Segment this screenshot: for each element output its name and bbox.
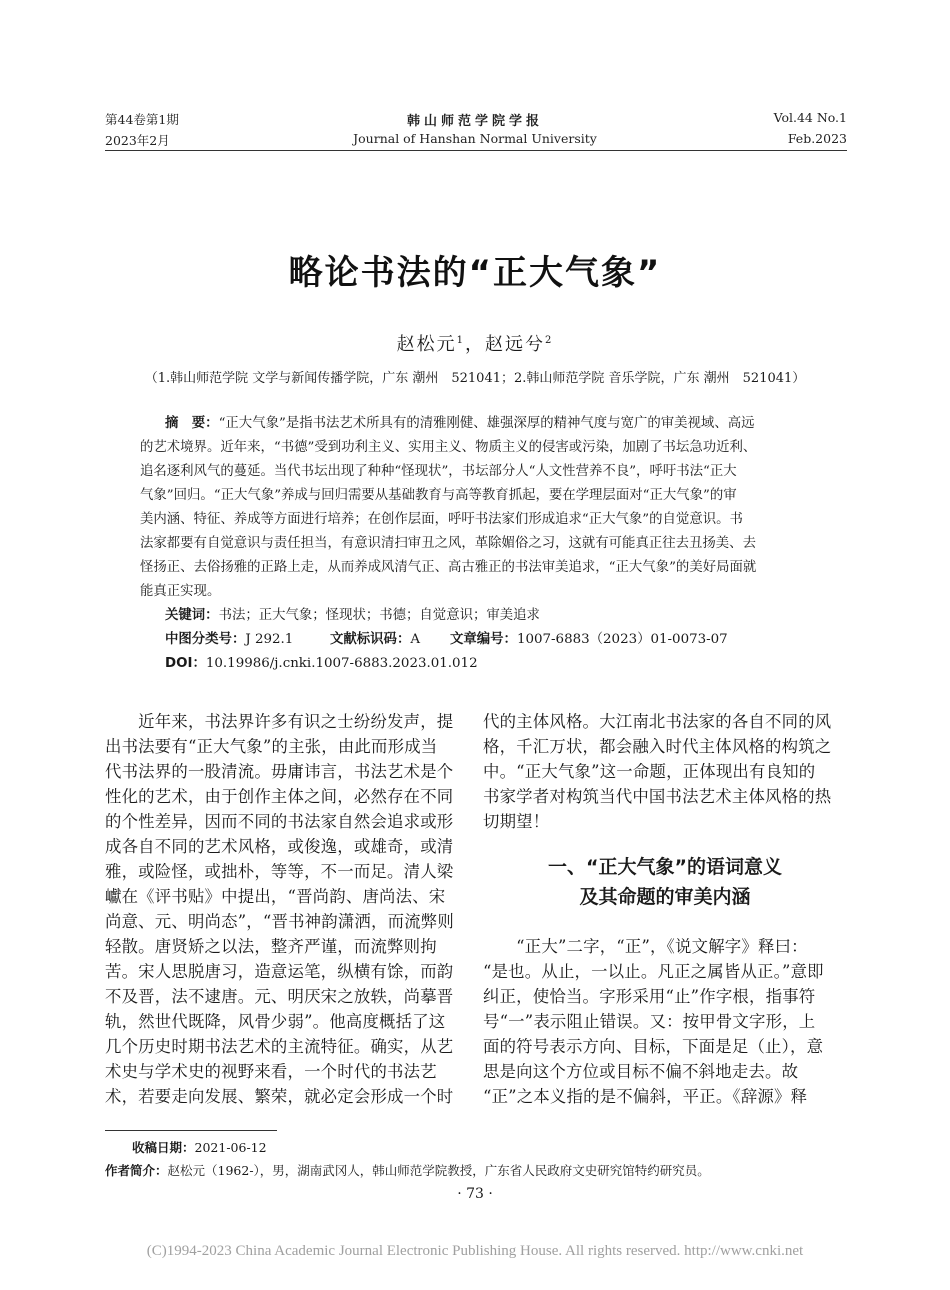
body-line: “正”之本义指的是不偏斜，平正。《辞源》释	[483, 1087, 808, 1106]
keywords	[165, 604, 540, 623]
abstract-line: 怪扬正、去俗扬雅的正路上走，从而养成风清气正、高古雅正的书法审美追求，“正大气象”的美好局面就	[140, 560, 757, 575]
journal-title-en: Journal of Hanshan Normal University	[353, 131, 597, 146]
page-number: · 73 ·	[457, 1186, 493, 1202]
section-heading-line-1: 一、“正大气象”的语词意义	[548, 856, 782, 878]
body-line: 苦。宋人思脱唐习，造意运笔，纵横有馀，而韵	[105, 962, 454, 981]
keywords-label: 关键词：	[165, 608, 219, 623]
author-1-affil: 1	[456, 335, 465, 346]
body-line: “正大”二字，“正”，《说文解字》释曰：	[483, 937, 808, 956]
body-line: 轨，然世代既降，风骨少弱”。他高度概括了这	[105, 1012, 446, 1031]
body-line: 术，若要走向发展、繁荣，就必定会形成一个时	[105, 1087, 454, 1106]
volume-issue: 第44卷第1期	[105, 112, 179, 127]
abstract-line: 的艺术境界。近年来，“书德”受到功利主义、实用主义、物质主义的侵害或污染，加剧了书坛急功近利、	[140, 440, 757, 455]
received-date	[132, 1138, 267, 1156]
body-line: 尚意、元、明尚态”，“晋书神韵潇洒，而流弊则	[105, 912, 454, 931]
body-line: 不及晋，法不逮唐。元、明厌宋之放轶，尚摹晋	[105, 987, 454, 1006]
abstract-line: 能真正实现。	[140, 584, 221, 599]
abstract-line: 法家都要有自觉意识与责任担当，有意识清扫审丑之风，革除媚俗之习，这就有可能真正往去丑扬美、去	[140, 536, 756, 551]
keywords-value: 书法；正大气象；怪现状；书德；自觉意识；审美追求	[218, 608, 540, 623]
volume-en: Vol.44 No.1	[773, 110, 847, 125]
abstract-line: 美内涵、特征、养成等方面进行培养；在创作层面，呼吁书法家们形成追求“正大气象”的自觉意识。书	[140, 512, 743, 527]
body-line: 雅，或险怪，或拙朴，等等，不一而足。清人梁	[105, 862, 454, 881]
journal-title-cn: 韩山师范学院学报	[406, 114, 543, 129]
affiliation: （1.韩山师范学院 文学与新闻传播学院，广东 潮州 521041；2.韩山师范学院 音乐学院，广东 潮州 521041）	[144, 371, 806, 386]
abstract-line-1: 摘 要：“正大气象”是指书法艺术所具有的清雅刚健、雄强深厚的精神气度与宽广的审美视域、高远	[165, 416, 755, 431]
date-en: Feb.2023	[787, 131, 847, 146]
footnote-rule	[105, 1130, 277, 1131]
body-line: 近年来，书法界许多有识之士纷纷发声，提	[105, 712, 454, 731]
issue-date: 2023年2月	[105, 133, 170, 148]
article-number: 文章编号：1007-6883（2023）01-0073-07	[450, 632, 728, 647]
body-line: “是也。从止，一以止。凡正之属皆从正。”意即	[483, 962, 824, 981]
section-heading-line-2: 及其命题的审美内涵	[579, 886, 751, 908]
body-line: 的个性差异，因而不同的书法家自然会追求或形	[105, 812, 454, 831]
abstract-line: 追名逐利风气的蔓延。当代书坛出现了种种“怪现状”，书坛部分人“人文性营养不良”，呼吁书法“正大	[140, 464, 737, 479]
body-line: 号“一”表示阻止错误。又：按甲骨文字形，上	[483, 1012, 816, 1031]
body-line: 巘在《评书贴》中提出，“晋尚韵、唐尚法、宋	[105, 887, 446, 906]
body-line: 代的主体风格。大江南北书法家的各自不同的风	[483, 712, 832, 731]
cnki-watermark: (C)1994-2023 China Academic Journal Electronic Publishing House. All rights reserved. http://www.cnki.net	[146, 1243, 804, 1259]
body-line: 中。“正大气象”这一命题，正体现出有良知的	[483, 762, 816, 781]
abstract-label: 摘 要：	[165, 416, 219, 431]
body-line: 几个历史时期书法艺术的主流特征。确实，从艺	[105, 1037, 454, 1056]
author-bio	[105, 1161, 710, 1179]
author-separator: ，	[465, 334, 485, 355]
body-line: 性化的艺术，由于创作主体之间，必然存在不同	[105, 787, 454, 806]
header-rule	[105, 150, 847, 151]
body-line: 轻散。唐贤矫之以法，整齐严谨，而流弊则拘	[105, 937, 437, 956]
author-2: 赵远兮	[485, 334, 545, 355]
body-line: 切期望！	[483, 812, 550, 831]
body-line: 思是向这个方位或目标不偏不斜地走去。故	[483, 1062, 799, 1081]
body-line: 术史与学术史的视野来看，一个时代的书法艺	[105, 1062, 437, 1081]
body-line: 格，千汇万状，都会融入时代主体风格的构筑之	[483, 737, 832, 756]
body-line: 面的符号表示方向、目标，下面是足（止），意	[483, 1037, 824, 1056]
author-2-affil: 2	[545, 335, 554, 346]
author-1: 赵松元	[396, 334, 457, 355]
bio-label: 作者简介：	[105, 1163, 168, 1178]
received-label: 收稿日期：	[132, 1140, 195, 1155]
body-line: 出书法要有“正大气象”的主张，由此而形成当	[105, 737, 438, 756]
body-line: 纠正，使恰当。字形采用“止”作字根，指事符	[483, 987, 816, 1006]
doi: DOI：10.19986/j.cnki.1007-6883.2023.01.012	[165, 656, 478, 671]
article-title: 略论书法的“正大气象”	[288, 253, 662, 293]
body-line: 成各自不同的艺术风格，或俊逸，或雄奇，或清	[105, 837, 454, 856]
authors	[0, 330, 950, 356]
body-line: 代书法界的一股清流。毋庸讳言，书法艺术是个	[105, 762, 454, 781]
clc-code: 中图分类号：J 292.1	[165, 632, 294, 647]
document-code: 文献标识码：A	[330, 632, 421, 647]
bio-value: 赵松元（1962-），男，湖南武冈人，韩山师范学院教授，广东省人民政府文史研究馆特约研究员。	[167, 1163, 710, 1178]
body-line: 书家学者对构筑当代中国书法艺术主体风格的热	[483, 787, 832, 806]
received-value: 2021-06-12	[194, 1140, 267, 1155]
abstract-line: 气象”回归。“正大气象”养成与回归需要从基础教育与高等教育抓起，要在学理层面对“正大气象”的审	[140, 488, 737, 503]
